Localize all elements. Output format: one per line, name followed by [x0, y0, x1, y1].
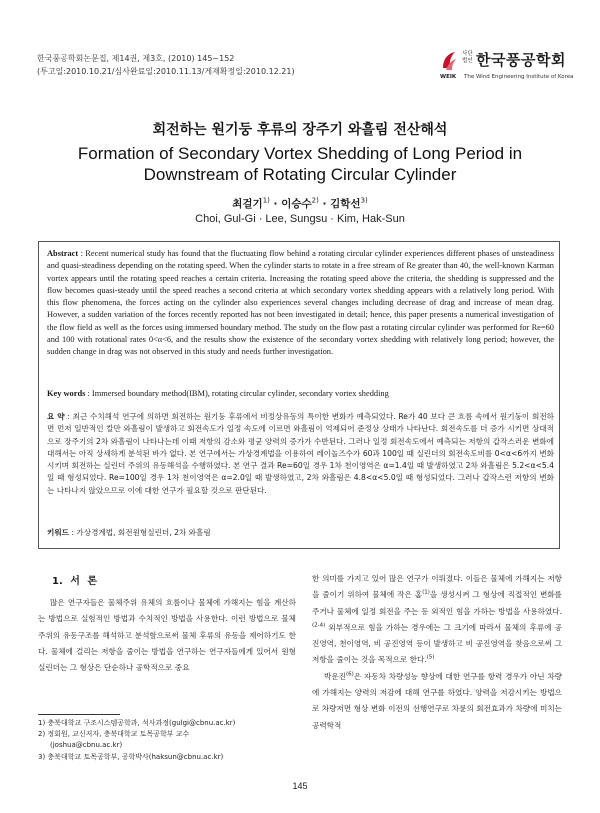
- english-title: [0, 143, 600, 185]
- korean-abstract: [47, 411, 554, 497]
- logo-abbreviation: WEIK: [440, 74, 457, 80]
- footnote-2-email: (joshua@cbnu.ac.kr): [50, 741, 123, 750]
- left-column-text: [38, 595, 296, 676]
- footnotes: [38, 718, 300, 763]
- english-keywords: [47, 388, 554, 400]
- footnote-divider: [38, 714, 120, 715]
- korean-keywords-text: : 가상경계법, 회전원형실린더, 2차 와흘림: [71, 528, 211, 537]
- society-emblem-icon: [440, 50, 458, 72]
- logo-english-name: The Wind Engineering Institute of Korea: [464, 74, 574, 80]
- korean-abstract-label: 요 약: [47, 412, 65, 421]
- korean-abstract-text: : 최근 수치해석 연구에 의하면 회전하는 원기둥 후류에서 비정상유동의 특이한 변화가 예측되었다. Re가 40 보다 큰 흐름 속에서 원기둥이 회전하면 먼저 일반적인 칼만 와흘림이 발생하고 회전속도가 일정 속도에 이르면 와흘림이 억제되어 준정상 상태가 나타난다. 회전속도를 더 증가 시키면 상대적으로 장주기의 2차 와흘림이 나타나는데 이때 저항의 감소와 평균 양력의 증가가 수반된다. 그러나 일정 회전속도에서 예측되는 저항의 갑작스러운 변화에 대해서는 아직 상세하게 분석된 바가 없다. 본 연구에서는 가상경계법을 이용하여 레이놀즈수가 60과 100일 때 실린더의 회전속도비를 0<α<6까지 변화시키며 회전하는 실린더 주위의 유동해석을 수행하였다. 본 연구 결과 Re=60일 경우 1차 천이영역은 α=1.4일 때 발생하였고 2차 와흘림은 5.2<α<5.4일 때 형성되었다. Re=100일 경우 1차 천이영역은 α=2.0일 때 발생하였고, 2차 와흘림은 4.8<α<5.0일 때 형성되었다. 그러나 갑작스런 저항의 변화는 나타나지 않았으므로 이에 대한 연구가 필요할 것으로 판단된다.: [47, 412, 554, 495]
- keywords-text: : Immersed boundary method(IBM), rotating circular cylinder, secondary vortex shedding: [87, 389, 389, 398]
- korean-authors: 최걸기$^{1)}$ · 이승수$^{2)}$ · 김학선$^{3)}$: [232, 196, 368, 210]
- section-heading-introduction: 1. 서 론: [52, 576, 98, 587]
- left-paragraph: 많은 연구자들은 물체주위 유체의 흐름이나 물체에 가해지는 힘을 계산하는 방법으로 실험적인 방법과 수치적인 방법을 사용한다. 이런 방법으로 물체주위의 유동구조를 해석하고 분석함으로써 물체 후류의 유동을 제어하기도 한다. 물체에 걸리는 저항을 줄이는 방법을 연구하는 연구자들에게 있어서 원형실린더는 그 형상은 단순하나 공학적으로 중요: [38, 598, 296, 673]
- right-column-text: [312, 571, 562, 734]
- english-title-line-1: Formation of Secondary Vortex Shedding of Long Period in: [77, 144, 523, 163]
- english-title-line-2: Downstream of Rotating Circular Cylinder: [143, 165, 457, 184]
- english-authors: Choi, Gul-Gi · Lee, Sungsu · Kim, Hak-Sun: [195, 213, 405, 225]
- journal-citation: 한국풍공학회논문집, 제14권, 제3호, (2010) 145~152: [37, 54, 235, 63]
- abstract-text: : Recent numerical study has found that the fluctuating flow behind a rotating circular cylinder experiences different phases of unsteadiness and quasi-steadiness depending on the rotating speed. When the cylinder starts to rotate in a free stream of Re greater than 40, the well-known Karman vortex appears until the rotating speed reaches a certain criteria. Increasing the rotating speed above the criteria, the shedding is suppressed and the flow becomes quasi-steady until the speed reaches a second criteria at which secondary vortex shedding appears with a relatively long period. With this flow phenomena, the forces acting on the cylinder also experiences several changes including decrease of drag and increase of mean drag. However, a sudden variation of the forces recently reported has not been investigated in detail; hence, this paper presents a numerical investigation of the flow field as well as the forces using immersed boundary method. The study on the flow past a rotating circular cylinder was performed for Re=60 and 100 with rotational rates 0<α<6, and the results show the existence of the secondary vortex shedding with relatively long period; however, the sudden change in drag was not observed in this study and needs further investigation.: [47, 249, 554, 356]
- keywords-label: Key words: [47, 389, 86, 398]
- english-abstract: [47, 248, 554, 358]
- right-paragraph-1: 한 의미를 가지고 있어 많은 연구가 이뤄졌다. 이들은 물체에 가해지는 저항을 줄이기 위하여 물체에 작은 홈$^{(1)}$을 생성시켜 그 형상에 직접적인 변화를 주거나 물체에 일정 회전을 주는 등 외적인 힘을 가하는 방법을 사용하였다.$^{(2-4)}$ 외부적으로 힘을 가하는 경우에는 그 크기에 따라서 물체의 후류에 공진영역, 천이영역, 비 공진영역 등이 발생하고 비 공진영역을 찾음으로써 그 저항을 줄이는 것을 목적으로 한다.$^{(5)}$: [312, 574, 563, 665]
- page-number: 145: [292, 781, 308, 791]
- footnote-1: 1) 충북대학교 구조시스템공학과, 석사과정(gulgi@cbnu.ac.kr): [38, 719, 236, 727]
- abstract-label: Abstract: [47, 249, 79, 258]
- footnote-2: 2) 정회원, 교신저자, 충북대학교 토목공학부 교수: [38, 730, 190, 739]
- logo-corp-type: 사단 법인: [462, 51, 473, 64]
- footnote-3: 3) 충북대학교 토목공학부, 공학박사(haksun@cbnu.ac.kr): [38, 752, 224, 761]
- logo-society-name: 한국풍공학회: [476, 51, 566, 69]
- submission-dates: (투고일:2010.10.21/심사완료일:2010.11.13/게재확정일:2010.12.21): [37, 67, 295, 76]
- society-logo: [440, 48, 574, 82]
- korean-keywords-label: 키워드: [47, 528, 70, 537]
- journal-header: [37, 52, 295, 78]
- korean-title: 회전하는 원기둥 후류의 장주기 와흘림 전산해석: [152, 122, 448, 138]
- right-paragraph-2: 박운진$^{(6)}$은 자동차 차량성능 향상에 대한 연구를 항력 경우가 아닌 차량에 가해지는 양력의 저감에 대해 연구를 하였다. 양력을 저감시키는 방법으로 차량저면 형상 변화 이전의 선행연구로 차륜의 회전효과가 차량에 미치는 공력학적: [312, 671, 562, 730]
- korean-keywords: [47, 527, 554, 539]
